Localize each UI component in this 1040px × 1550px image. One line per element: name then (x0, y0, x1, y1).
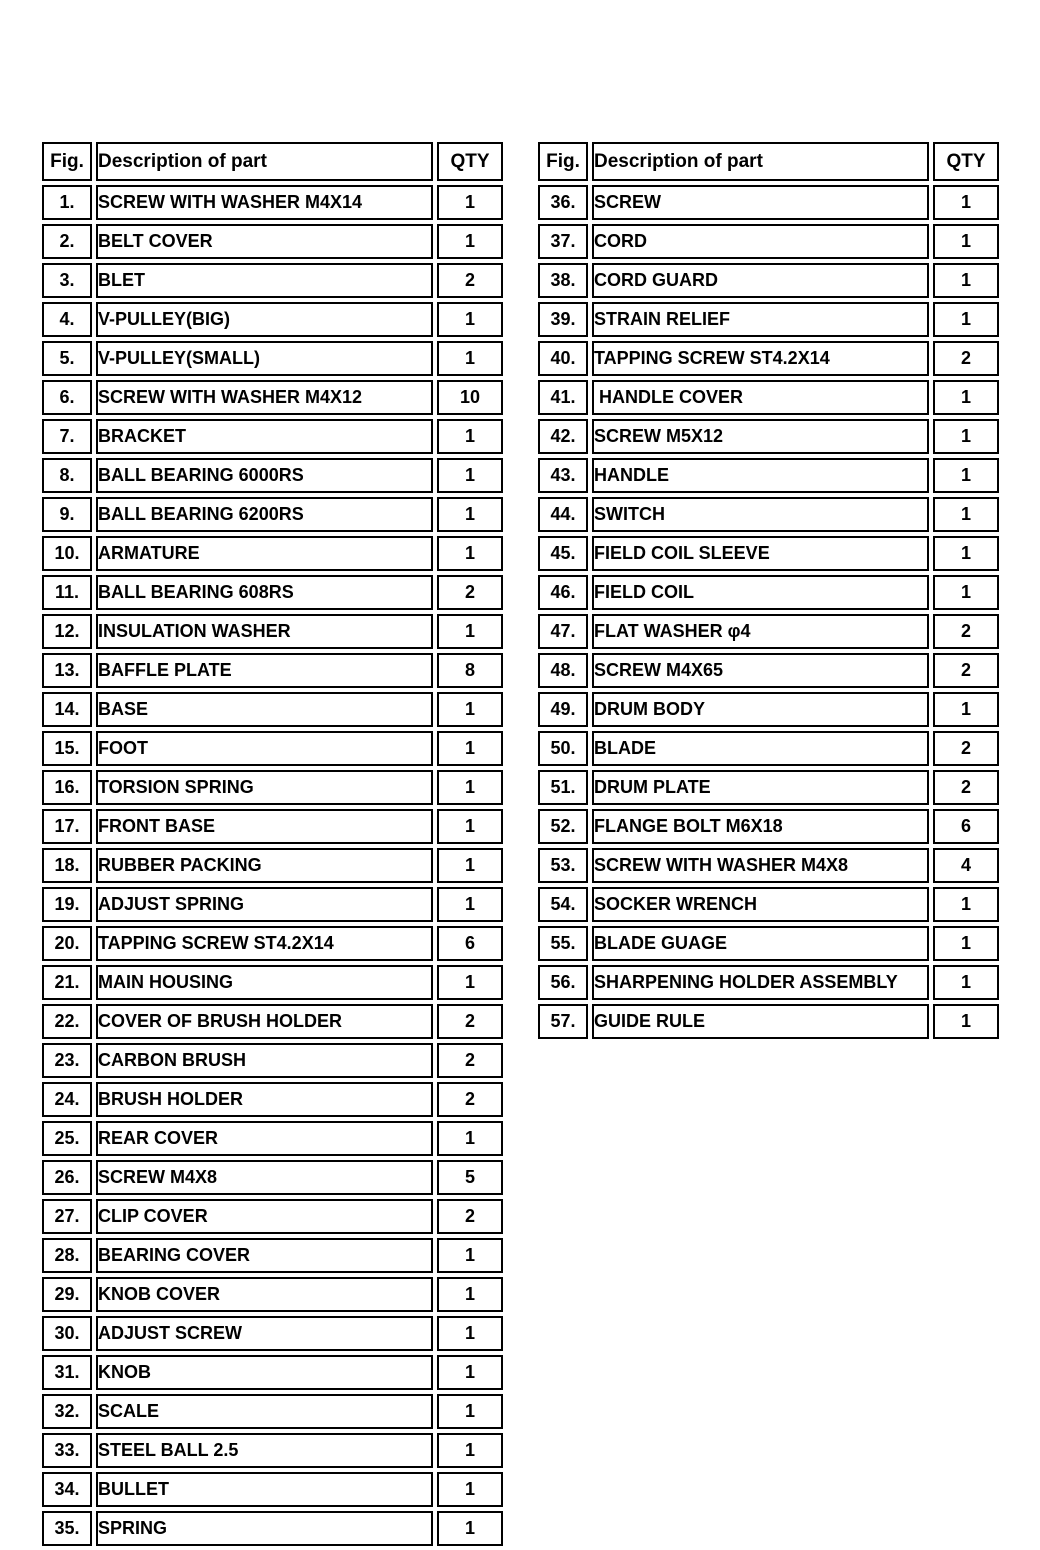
cell-part-description: STEEL BALL 2.5 (96, 1433, 433, 1468)
cell-part-description: FOOT (96, 731, 433, 766)
table-row (42, 614, 503, 649)
cell-part-description: SCREW WITH WASHER M4X14 (96, 185, 433, 220)
cell-part-description: CORD (592, 224, 929, 259)
cell-quantity: 1 (437, 536, 503, 571)
cell-quantity: 1 (933, 692, 999, 727)
cell-fig-number: 13. (42, 653, 92, 688)
cell-fig-number: 46. (538, 575, 588, 610)
cell-part-description: FIELD COIL SLEEVE (592, 536, 929, 571)
table-row (42, 536, 503, 571)
cell-fig-number: 33. (42, 1433, 92, 1468)
cell-fig-number: 10. (42, 536, 92, 571)
table-row (42, 965, 503, 1000)
cell-fig-number: 5. (42, 341, 92, 376)
cell-part-description: V-PULLEY(BIG) (96, 302, 433, 337)
cell-quantity: 2 (437, 1082, 503, 1117)
cell-fig-number: 28. (42, 1238, 92, 1273)
table-row (42, 302, 503, 337)
cell-part-description: SCREW M4X8 (96, 1160, 433, 1195)
cell-part-description: KNOB (96, 1355, 433, 1390)
table-row (538, 341, 999, 376)
header-row (538, 142, 999, 181)
cell-part-description: BLADE GUAGE (592, 926, 929, 961)
cell-part-description: DRUM PLATE (592, 770, 929, 805)
table-body (538, 185, 999, 1039)
cell-fig-number: 29. (42, 1277, 92, 1312)
cell-part-description: MAIN HOUSING (96, 965, 433, 1000)
cell-fig-number: 50. (538, 731, 588, 766)
cell-part-description: DRUM BODY (592, 692, 929, 727)
cell-quantity: 1 (933, 302, 999, 337)
table-row (538, 770, 999, 805)
cell-quantity: 1 (437, 1277, 503, 1312)
table-row (42, 1238, 503, 1273)
cell-quantity: 8 (437, 653, 503, 688)
cell-quantity: 1 (437, 419, 503, 454)
cell-fig-number: 11. (42, 575, 92, 610)
table-row (42, 653, 503, 688)
table-row (42, 1160, 503, 1195)
table-row (538, 614, 999, 649)
cell-fig-number: 3. (42, 263, 92, 298)
table-row (538, 419, 999, 454)
cell-quantity: 1 (933, 380, 999, 415)
cell-part-description: SCREW WITH WASHER M4X8 (592, 848, 929, 883)
cell-fig-number: 18. (42, 848, 92, 883)
cell-fig-number: 22. (42, 1004, 92, 1039)
cell-part-description: TORSION SPRING (96, 770, 433, 805)
cell-quantity: 2 (437, 1004, 503, 1039)
cell-quantity: 1 (933, 419, 999, 454)
table-row (538, 458, 999, 493)
table-row (42, 458, 503, 493)
table-row (538, 887, 999, 922)
cell-fig-number: 36. (538, 185, 588, 220)
cell-fig-number: 7. (42, 419, 92, 454)
cell-fig-number: 9. (42, 497, 92, 532)
cell-fig-number: 20. (42, 926, 92, 961)
cell-quantity: 1 (933, 185, 999, 220)
table-row (538, 809, 999, 844)
cell-fig-number: 21. (42, 965, 92, 1000)
table-row (42, 848, 503, 883)
cell-fig-number: 40. (538, 341, 588, 376)
cell-quantity: 4 (933, 848, 999, 883)
cell-part-description: SCREW M5X12 (592, 419, 929, 454)
cell-quantity: 2 (437, 263, 503, 298)
cell-part-description: FLANGE BOLT M6X18 (592, 809, 929, 844)
cell-part-description: BULLET (96, 1472, 433, 1507)
cell-quantity: 5 (437, 1160, 503, 1195)
cell-quantity: 1 (437, 185, 503, 220)
table-row (42, 1394, 503, 1429)
table-row (538, 692, 999, 727)
col-header-fig: Fig. (538, 142, 588, 181)
col-header-qty: QTY (437, 142, 503, 181)
cell-fig-number: 4. (42, 302, 92, 337)
table-row (42, 185, 503, 220)
table-row (538, 380, 999, 415)
cell-fig-number: 30. (42, 1316, 92, 1351)
cell-part-description: KNOB COVER (96, 1277, 433, 1312)
cell-quantity: 1 (933, 536, 999, 571)
table-row (42, 341, 503, 376)
table-row (538, 224, 999, 259)
cell-quantity: 1 (437, 458, 503, 493)
cell-part-description: BAFFLE PLATE (96, 653, 433, 688)
cell-part-description: INSULATION WASHER (96, 614, 433, 649)
cell-quantity: 1 (933, 926, 999, 961)
table-body (42, 185, 503, 1546)
cell-part-description: ADJUST SCREW (96, 1316, 433, 1351)
cell-part-description: BRUSH HOLDER (96, 1082, 433, 1117)
cell-fig-number: 6. (42, 380, 92, 415)
cell-quantity: 1 (437, 302, 503, 337)
cell-quantity: 2 (933, 341, 999, 376)
table-row (42, 419, 503, 454)
cell-quantity: 1 (933, 497, 999, 532)
cell-part-description: TAPPING SCREW ST4.2X14 (592, 341, 929, 376)
parts-table-fig-36-57 (534, 138, 1003, 1043)
table-row (42, 926, 503, 961)
cell-fig-number: 38. (538, 263, 588, 298)
cell-fig-number: 37. (538, 224, 588, 259)
cell-quantity: 1 (437, 1238, 503, 1273)
cell-fig-number: 44. (538, 497, 588, 532)
cell-quantity: 1 (437, 1511, 503, 1546)
cell-quantity: 2 (933, 770, 999, 805)
cell-fig-number: 43. (538, 458, 588, 493)
cell-part-description: BALL BEARING 6000RS (96, 458, 433, 493)
cell-part-description: SCREW WITH WASHER M4X12 (96, 380, 433, 415)
table-row (42, 1121, 503, 1156)
table-row (538, 731, 999, 766)
table-row (42, 1004, 503, 1039)
cell-part-description: BEARING COVER (96, 1238, 433, 1273)
cell-part-description: SWITCH (592, 497, 929, 532)
cell-quantity: 1 (933, 458, 999, 493)
cell-quantity: 1 (933, 887, 999, 922)
cell-part-description: CLIP COVER (96, 1199, 433, 1234)
table-row (538, 1004, 999, 1039)
cell-quantity: 1 (437, 341, 503, 376)
cell-quantity: 2 (933, 614, 999, 649)
cell-fig-number: 34. (42, 1472, 92, 1507)
cell-fig-number: 32. (42, 1394, 92, 1429)
cell-part-description: BRACKET (96, 419, 433, 454)
table-row (42, 692, 503, 727)
table-row (42, 1433, 503, 1468)
cell-part-description: BLADE (592, 731, 929, 766)
cell-part-description: CORD GUARD (592, 263, 929, 298)
cell-quantity: 1 (933, 263, 999, 298)
cell-fig-number: 1. (42, 185, 92, 220)
cell-fig-number: 27. (42, 1199, 92, 1234)
cell-quantity: 1 (437, 1472, 503, 1507)
table-row (42, 1511, 503, 1546)
table-row (42, 1316, 503, 1351)
cell-fig-number: 49. (538, 692, 588, 727)
cell-fig-number: 15. (42, 731, 92, 766)
cell-quantity: 10 (437, 380, 503, 415)
cell-quantity: 1 (437, 1355, 503, 1390)
cell-fig-number: 2. (42, 224, 92, 259)
cell-fig-number: 45. (538, 536, 588, 571)
cell-quantity: 1 (437, 614, 503, 649)
cell-part-description: STRAIN RELIEF (592, 302, 929, 337)
col-header-qty: QTY (933, 142, 999, 181)
cell-quantity: 1 (437, 848, 503, 883)
table-row (538, 926, 999, 961)
header-row (42, 142, 503, 181)
cell-fig-number: 14. (42, 692, 92, 727)
cell-fig-number: 55. (538, 926, 588, 961)
cell-fig-number: 23. (42, 1043, 92, 1078)
cell-fig-number: 24. (42, 1082, 92, 1117)
cell-fig-number: 25. (42, 1121, 92, 1156)
cell-fig-number: 16. (42, 770, 92, 805)
table-row (42, 263, 503, 298)
cell-fig-number: 42. (538, 419, 588, 454)
table-row (42, 575, 503, 610)
cell-part-description: BALL BEARING 608RS (96, 575, 433, 610)
cell-quantity: 1 (437, 1394, 503, 1429)
cell-part-description: V-PULLEY(SMALL) (96, 341, 433, 376)
cell-fig-number: 51. (538, 770, 588, 805)
cell-fig-number: 17. (42, 809, 92, 844)
cell-quantity: 1 (437, 731, 503, 766)
col-header-description: Description of part (592, 142, 929, 181)
table-row (42, 1472, 503, 1507)
cell-fig-number: 31. (42, 1355, 92, 1390)
cell-quantity: 1 (437, 887, 503, 922)
col-header-fig: Fig. (42, 142, 92, 181)
cell-fig-number: 41. (538, 380, 588, 415)
cell-quantity: 1 (437, 809, 503, 844)
cell-part-description: BALL BEARING 6200RS (96, 497, 433, 532)
cell-quantity: 2 (437, 575, 503, 610)
cell-part-description: SCALE (96, 1394, 433, 1429)
cell-part-description: GUIDE RULE (592, 1004, 929, 1039)
cell-part-description: REAR COVER (96, 1121, 433, 1156)
cell-part-description: SOCKER WRENCH (592, 887, 929, 922)
table-row (42, 731, 503, 766)
table-row (538, 653, 999, 688)
cell-fig-number: 53. (538, 848, 588, 883)
cell-quantity: 6 (437, 926, 503, 961)
cell-quantity: 1 (933, 575, 999, 610)
cell-part-description: SCREW (592, 185, 929, 220)
cell-part-description: RUBBER PACKING (96, 848, 433, 883)
cell-part-description: FIELD COIL (592, 575, 929, 610)
table-row (42, 224, 503, 259)
cell-fig-number: 56. (538, 965, 588, 1000)
cell-quantity: 1 (437, 1121, 503, 1156)
table-row (538, 848, 999, 883)
cell-quantity: 1 (933, 224, 999, 259)
cell-part-description: SHARPENING HOLDER ASSEMBLY (592, 965, 929, 1000)
cell-fig-number: 19. (42, 887, 92, 922)
cell-quantity: 1 (437, 224, 503, 259)
parts-table-fig-1-35 (38, 138, 507, 1550)
cell-part-description: CARBON BRUSH (96, 1043, 433, 1078)
cell-part-description: SCREW M4X65 (592, 653, 929, 688)
cell-fig-number: 57. (538, 1004, 588, 1039)
cell-part-description: FRONT BASE (96, 809, 433, 844)
table-row (42, 1043, 503, 1078)
cell-fig-number: 47. (538, 614, 588, 649)
table-row (42, 1199, 503, 1234)
cell-fig-number: 12. (42, 614, 92, 649)
cell-part-description: ARMATURE (96, 536, 433, 571)
cell-part-description: TAPPING SCREW ST4.2X14 (96, 926, 433, 961)
cell-quantity: 1 (437, 1433, 503, 1468)
col-header-description: Description of part (96, 142, 433, 181)
table-row (42, 1082, 503, 1117)
cell-part-description: COVER OF BRUSH HOLDER (96, 1004, 433, 1039)
cell-quantity: 1 (933, 965, 999, 1000)
cell-part-description: SPRING (96, 1511, 433, 1546)
cell-fig-number: 8. (42, 458, 92, 493)
table-row (538, 302, 999, 337)
cell-part-description: HANDLE (592, 458, 929, 493)
cell-fig-number: 39. (538, 302, 588, 337)
table-row (538, 575, 999, 610)
cell-quantity: 2 (933, 731, 999, 766)
cell-quantity: 2 (437, 1199, 503, 1234)
cell-fig-number: 54. (538, 887, 588, 922)
cell-quantity: 6 (933, 809, 999, 844)
table-row (538, 185, 999, 220)
cell-quantity: 2 (437, 1043, 503, 1078)
cell-quantity: 1 (437, 692, 503, 727)
table-row (538, 536, 999, 571)
cell-quantity: 1 (437, 770, 503, 805)
cell-fig-number: 48. (538, 653, 588, 688)
cell-part-description: BASE (96, 692, 433, 727)
table-row (42, 809, 503, 844)
cell-quantity: 1 (933, 1004, 999, 1039)
table-row (42, 770, 503, 805)
cell-part-description: FLAT WASHER φ4 (592, 614, 929, 649)
cell-fig-number: 26. (42, 1160, 92, 1195)
cell-quantity: 2 (933, 653, 999, 688)
cell-quantity: 1 (437, 1316, 503, 1351)
table-row (42, 1277, 503, 1312)
cell-part-description: HANDLE COVER (592, 380, 929, 415)
cell-part-description: ADJUST SPRING (96, 887, 433, 922)
table-row (538, 965, 999, 1000)
table-row (538, 263, 999, 298)
table-row (538, 497, 999, 532)
cell-fig-number: 52. (538, 809, 588, 844)
cell-quantity: 1 (437, 497, 503, 532)
table-row (42, 1355, 503, 1390)
cell-part-description: BLET (96, 263, 433, 298)
table-row (42, 497, 503, 532)
table-row (42, 380, 503, 415)
cell-quantity: 1 (437, 965, 503, 1000)
table-row (42, 887, 503, 922)
cell-part-description: BELT COVER (96, 224, 433, 259)
cell-fig-number: 35. (42, 1511, 92, 1546)
